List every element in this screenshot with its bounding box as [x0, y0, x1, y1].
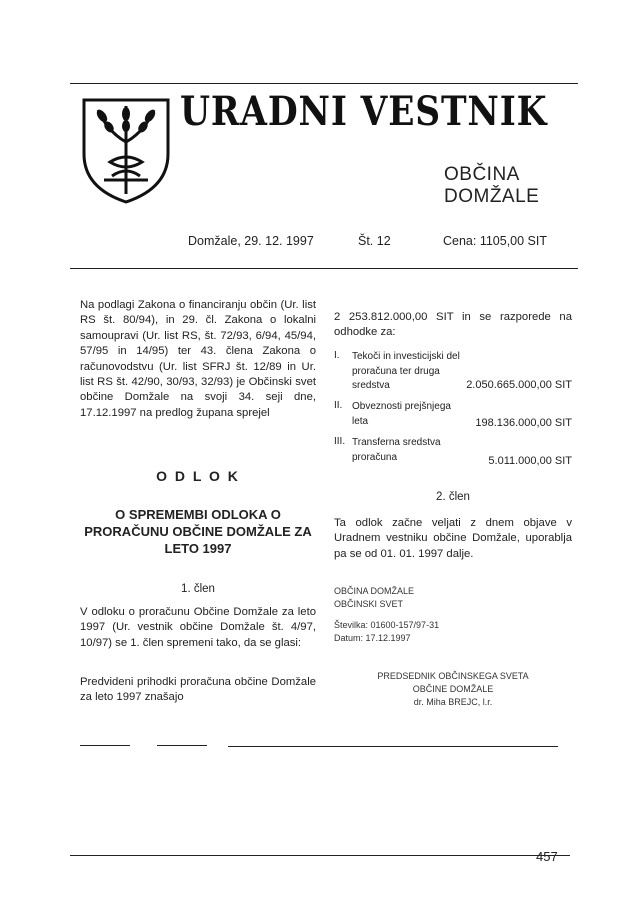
place-date: Domžale, 29. 12. 1997: [188, 234, 314, 248]
municipality-line2: DOMŽALE: [444, 186, 540, 207]
masthead-title: URADNI VESTNIK: [180, 88, 548, 135]
decree-subtitle: O SPREMEMBI ODLOKA O PRORAČUNU OBČINE DOMŽALE ZA LETO 1997: [84, 507, 312, 556]
article1-text: V odloku o proračunu Občine Domžale za leto 1997 (Ur. vestnik občine Domžale št. 4/97, 10/97) se 1. člen spremeni tako, da se glasi:: [80, 606, 316, 649]
signature-line2: OBČINE DOMŽALE: [412, 684, 494, 694]
coat-of-arms: [78, 96, 174, 206]
article1-text2: Predvideni prihodki proračuna občine Domžale za leto 1997 znašajo: [80, 676, 316, 704]
decree-title: O D L O K: [156, 468, 240, 484]
item-number: I.: [334, 350, 340, 361]
coat-of-arms-icon: [78, 96, 174, 206]
end-rule-right: [228, 746, 558, 747]
item-number: II.: [334, 400, 343, 411]
number-line: Številka: 01600-157/97-31: [334, 620, 440, 630]
issuer-line1: OBČINA DOMŽALE: [334, 586, 415, 596]
end-rule-middle: [157, 745, 207, 746]
page-number: 457: [536, 849, 558, 864]
footer-rule: [70, 855, 570, 856]
article1-heading: 1. člen: [181, 583, 215, 595]
item-number: III.: [334, 436, 346, 447]
preamble: Na podlagi Zakona o financiranju občin (Ur. list RS št. 80/94), in 29. čl. Zakona o lokalni samoupravi (Ur. list RS, št. 72/93, 6/94, 45/94, 57/95 in 14/95) ter 43. člena Zakona o računovodstvu (Ur. list SFRJ št. 12/89 in Ur. list RS št. 42/90, 30/93, 32/93) je Občinski svet občine Domžale na svoji 34. seji dne, 17.12.1997 na predlog župana sprejel: [80, 299, 316, 419]
total-line: 2 253.812.000,00 SIT in se razporede na odhodke za:: [334, 311, 572, 339]
top-rule: [70, 83, 578, 84]
list-item: [334, 350, 572, 394]
end-rule-left: [80, 745, 130, 746]
price: Cena: 1105,00 SIT: [443, 234, 548, 248]
signature-line1: PREDSEDNIK OBČINSKEGA SVETA: [377, 671, 529, 681]
list-item: [334, 400, 572, 432]
item-label: Obveznosti prejšnjega leta: [352, 401, 451, 427]
signature-line3: dr. Miha BREJC, l.r.: [413, 697, 493, 707]
item-label: Transferna sredstva proračuna: [352, 437, 441, 463]
issue-number: Št. 12: [358, 234, 391, 248]
item-amount: 5.011.000,00 SIT: [488, 455, 572, 467]
municipality-line1: OBČINA: [444, 164, 520, 185]
header-rule: [70, 268, 578, 269]
item-amount: 2.050.665.000,00 SIT: [466, 379, 572, 391]
date-line: Datum: 17.12.1997: [334, 633, 411, 643]
article2-heading: 2. člen: [436, 491, 470, 503]
list-item: [334, 436, 572, 470]
issuer-line2: OBČINSKI SVET: [334, 599, 404, 609]
item-amount: 198.136.000,00 SIT: [475, 417, 572, 429]
article2-text: Ta odlok začne veljati z dnem objave v Uradnem vestniku občine Domžale, uporablja pa se od 01. 01. 1997 dalje.: [334, 517, 572, 560]
item-label: Tekoči in investicijski del proračuna ter druga sredstva: [352, 351, 460, 392]
